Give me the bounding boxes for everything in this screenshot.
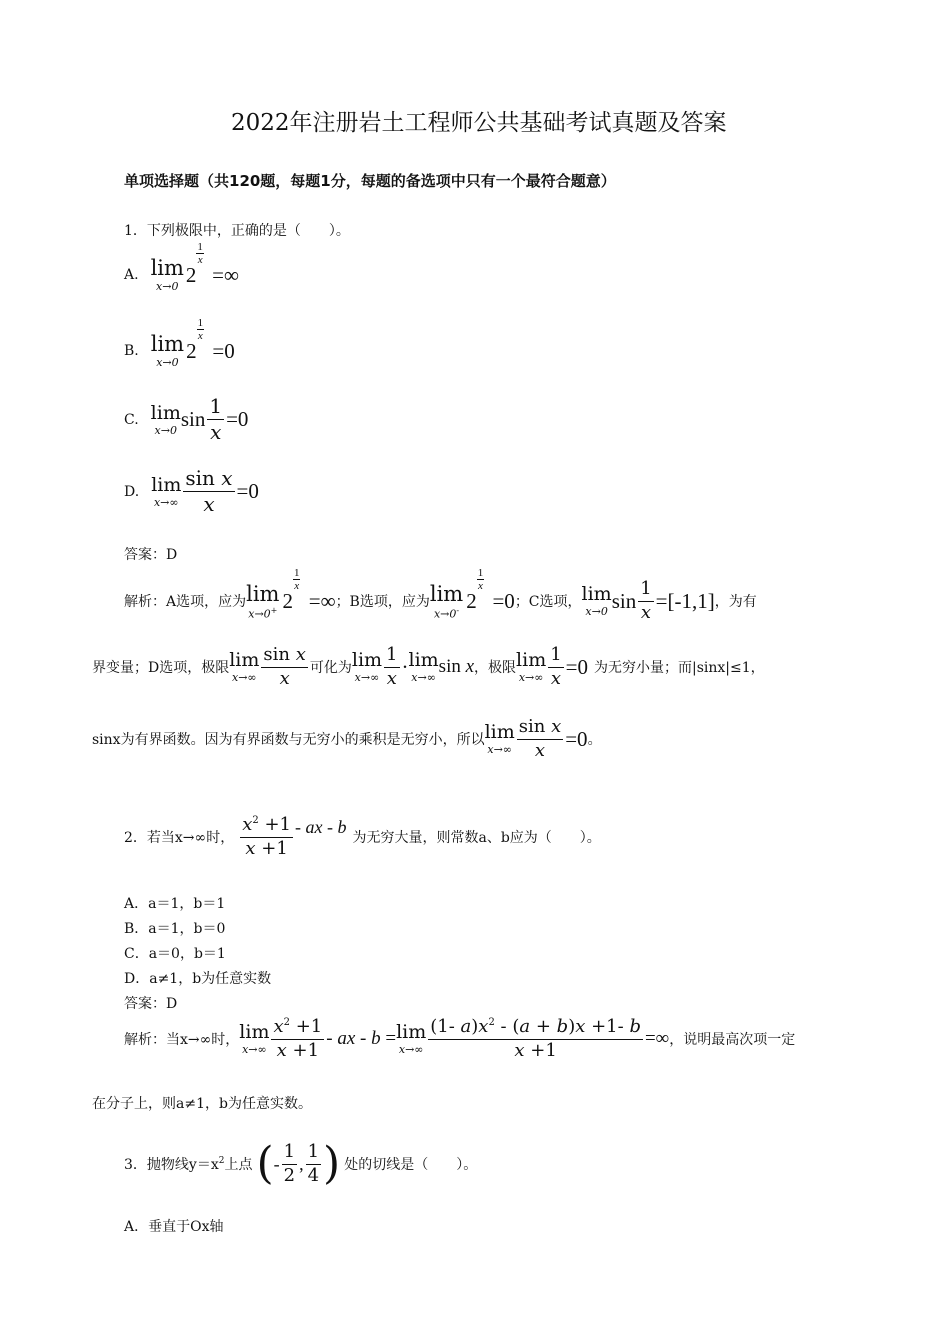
q1-exp-text: ，为有 [714, 594, 757, 611]
q1-explanation-line1 [124, 566, 757, 623]
q3-stem-text: 上点 [224, 1157, 253, 1173]
q1-exp-text: sinx为有界函数。因为有界函数与无穷小的乘积是无穷小，所以 [92, 732, 485, 749]
lim-expr: lim x→∞ [484, 721, 515, 757]
q2-explanation-line1 [124, 1018, 795, 1061]
q1-option-d-label: D. [124, 483, 140, 500]
lim-expr: lim x→0 [150, 401, 181, 437]
math-expr: =0 [226, 407, 249, 431]
lim-expr: lim x→∞ [229, 649, 260, 685]
math-expr: sin [611, 588, 637, 613]
q3-stem [124, 1138, 478, 1189]
fraction: $\frac{(1- a)x^2 - (a + b)x +1- b}{x +1}$ [430, 1016, 641, 1061]
q1-explanation-line3 [92, 718, 602, 761]
math-expr: 2 1 x =0 [466, 566, 515, 613]
math-expr: 2 1 x =∞ [185, 240, 239, 287]
q1-exp-text: ；B选项，应为 [335, 594, 430, 611]
fraction: $\frac{1}{x}$ [640, 578, 652, 623]
math-expr: ( [256, 1138, 274, 1189]
math-expr: 2 1 x =0 [186, 316, 235, 363]
math-expr: ) [323, 1138, 341, 1189]
q2-option-c: C．a＝0，b＝1 [124, 946, 226, 962]
lim-expr: lim x→∞ [351, 649, 383, 685]
lim-expr: lim x→∞ [396, 1021, 427, 1057]
math-expr: =0 [236, 479, 259, 503]
fraction: $\frac{1}{x}$ [386, 644, 398, 689]
q1-exp-text: ，极限 [474, 660, 517, 677]
math-expr: sin x [438, 656, 475, 678]
lim-expr: lim x→0 [150, 256, 184, 293]
fraction: $\frac{\text{sin x}}{x}$ [185, 466, 233, 516]
section-heading: 单项选择题（共120题，每题1分，每题的备选项中只有一个最符合题意） [124, 172, 616, 190]
q2-option-d: D．a≠1，b为任意实数 [124, 971, 272, 987]
lim-expr: lim x→∞ [239, 1021, 270, 1057]
q1-option-d [124, 468, 259, 515]
q3-stem-sup: 2 [218, 1156, 225, 1166]
q1-exp-text: 为无穷小量；而|sinx|≤1， [594, 660, 765, 677]
q1-exp-text: 可化为 [309, 660, 352, 677]
lim-expr: lim x→0- [429, 581, 464, 621]
fraction: $\frac{x^2 +1}{x +1}$ [273, 1016, 323, 1061]
fraction: $\frac{1}{x}$ [550, 644, 562, 689]
lim-expr: lim x→∞ [516, 649, 547, 685]
q1-option-c [124, 396, 248, 443]
q3-option-a: A．垂直于Ox轴 [124, 1219, 224, 1235]
q1-exp-text: ；C选项， [514, 594, 582, 611]
q1-option-b-label: B. [124, 343, 139, 359]
lim-expr: lim x→0 [150, 332, 185, 369]
lim-expr: lim x→∞ [151, 473, 182, 509]
fraction: $\frac{\text{sin x}}{x}$ [518, 716, 562, 761]
q1-option-c-label: C. [124, 411, 139, 428]
q1-answer: 答案：D [124, 547, 178, 563]
fraction: $\frac{1}{x}$ [209, 394, 223, 444]
q1-exp-text: 解析：A选项，应为 [124, 594, 247, 611]
q1-option-b [124, 316, 235, 369]
q3-stem-text: 处的切线是（ ）。 [344, 1157, 478, 1173]
math-expr: =0 [565, 654, 589, 679]
q2-option-a: A．a＝1，b＝1 [124, 896, 226, 912]
math-expr: =∞ [644, 1028, 670, 1050]
math-expr: - ax - b [295, 816, 347, 837]
q1-exp-text: 界变量；D选项，极限 [92, 660, 230, 677]
fraction: $\frac{\text{sin x}}{x}$ [263, 644, 306, 689]
q1-option-a [124, 240, 239, 293]
math-expr: sin [180, 407, 206, 431]
q2-exp-text: ，说明最高次项一定 [669, 1032, 796, 1049]
q2-exp-text: 解析：当x→∞时， [124, 1032, 240, 1049]
math-expr: =[-1,1] [655, 588, 715, 613]
q2-stem-text: 2．若当x→∞时， [124, 830, 235, 847]
q1-exp-text: 。 [587, 732, 602, 749]
lim-expr: lim x→0+ [246, 581, 280, 621]
q2-stem [124, 816, 601, 859]
q2-answer: 答案：D [124, 996, 178, 1012]
q1-option-a-label: A. [124, 267, 139, 283]
math-expr: , [299, 1153, 304, 1174]
fraction: $\frac{1}{2}$ [283, 1140, 296, 1186]
page-title: 2022年注册岩土工程师公共基础考试真题及答案 [231, 110, 727, 136]
lim-expr: lim x→0 [581, 583, 612, 619]
q1-explanation-line2 [92, 646, 765, 689]
q2-option-b: B．a＝1，b＝0 [124, 921, 226, 937]
q3-stem-text: 3．抛物线y＝x [124, 1157, 219, 1173]
fraction: $\frac{x^2 +1}{x +1}$ [242, 814, 291, 859]
lim-expr: lim x→∞ [408, 649, 439, 685]
math-expr: 2 1 x =∞ [282, 566, 336, 613]
math-expr: =0 [565, 726, 588, 751]
q2-explanation-line2: 在分子上，则a≠1，b为任意实数。 [92, 1096, 312, 1112]
math-expr: - [273, 1153, 280, 1174]
math-expr: · [401, 654, 409, 679]
q2-stem-text: 为无穷大量，则常数a、b应为（ ）。 [352, 830, 601, 847]
math-expr: - ax - b = [326, 1028, 397, 1050]
fraction: $\frac{1}{4}$ [307, 1140, 320, 1186]
q1-stem: 1．下列极限中，正确的是（ ）。 [124, 223, 350, 239]
